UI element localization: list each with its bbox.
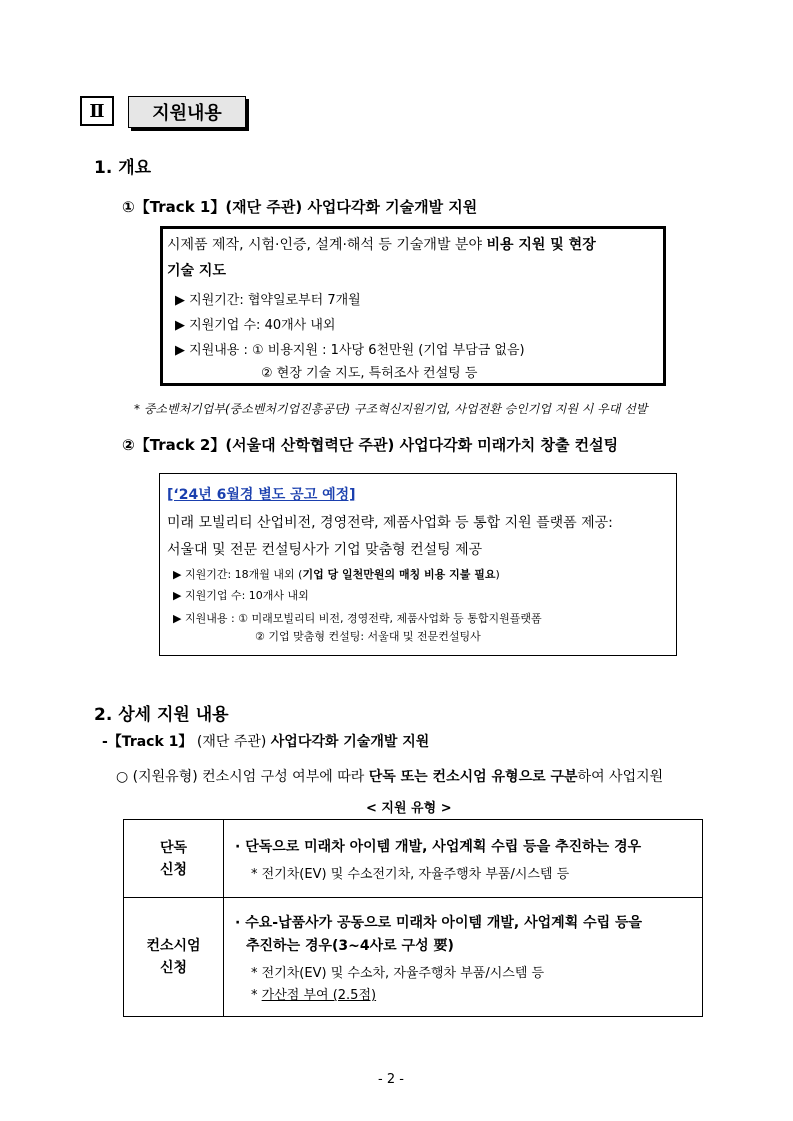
support-type-table [123,819,703,1017]
row-label-line-1: 단독 [159,839,188,856]
details-track-bold: 사업다각화 기술개발 지원 [270,734,430,750]
track2-title: ②【Track 2】(서울대 산학협력단 주관) 사업다각화 미래가치 창출 컨설팅 [122,436,619,454]
track1-bullet-period: ▶ 지원기간: 협약일로부터 7개월 [175,293,361,308]
track2-desc-1: 미래 모빌리티 산업비전, 경영전략, 제품사업화 등 통합 지원 플랫폼 제공: [167,515,613,531]
track1-bullet-count: ▶ 지원기업 수: 40개사 내외 [175,318,336,333]
table-caption: < 지원 유형 > [366,801,452,816]
page-number: - 2 - [378,1072,404,1087]
table-row-label [124,898,224,1017]
track1-footnote: * 중소벤처기업부(중소벤처기업진흥공단) 구조혁신지원기업, 사업전환 승인기업 지원 시 우대 선발 [134,402,648,416]
row-label-line-2: 신청 [159,861,188,878]
track1-desc [167,234,596,254]
details-circle-plain-2: 하여 사업지원 [577,769,664,785]
details-track-line [102,731,429,751]
row-note-bonus [251,984,376,1003]
row-main-text: · 단독으로 미래차 아이템 개발, 사업계획 수립 등을 추진하는 경우 [235,839,642,855]
table-row [124,820,703,898]
track1-desc-plain: 시제품 제작, 시험·인증, 설계·해석 등 기술개발 분야 [167,237,487,253]
track1-title: ①【Track 1】(재단 주관) 사업다각화 기술개발 지원 [122,198,478,216]
track2-bullet-period [173,566,500,582]
row-label-line-1: 컨소시엄 [146,938,201,954]
row-note: * 전기차(EV) 및 수소차, 자율주행차 부품/시스템 등 [251,966,545,981]
track2-desc-2: 서울대 및 전문 컨설팅사가 기업 맞춤형 컨설팅 제공 [167,542,483,558]
track2-bullet-period-end: ) [495,568,500,581]
section-number: Ⅱ [80,96,114,126]
track2-bullet-content: ▶ 지원내용 : ① 미래모빌리티 비전, 경영전략, 제품사업화 등 통합지원플랫폼 [173,612,542,625]
track2-notice: [‘24년 6월경 별도 공고 예정] [167,487,356,503]
details-heading: 2. 상세 지원 내용 [94,705,229,725]
track2-bullet-count: ▶ 지원기업 수: 10개사 내외 [173,589,309,602]
details-track-prefix: -【Track 1】 [102,734,193,750]
table-row-content [224,898,703,1017]
details-circle-plain-1: ○ (지원유형) 컨소시엄 구성 여부에 따라 [116,769,369,785]
row-label-line-2: 신청 [159,960,188,976]
track1-desc-bold: 비용 지원 및 현장 [486,237,596,253]
track2-bullet-period-plain: ▶ 지원기간: 18개월 내외 ( [173,568,303,581]
row-note-bonus-star: * [251,988,262,1003]
details-circle-bold: 단독 또는 컨소시엄 유형으로 구분 [368,769,578,785]
row-main-text-2: 추진하는 경우(3~4사로 구성 要) [246,938,454,954]
row-main-text: · 수요-납품사가 공동으로 미래차 아이템 개발, 사업계획 수립 등을 [235,915,643,931]
track2-bullet-content-2: ② 기업 맞춤형 컨설팅: 서울대 및 전문컨설팅사 [255,630,481,643]
details-track-mid: (재단 주관) [192,734,271,750]
track1-desc-bold2: 기술 지도 [167,263,226,279]
table-row-label [124,820,224,898]
track1-bullet-content: ▶ 지원내용 : ① 비용지원 : 1사당 6천만원 (기업 부담금 없음) [175,343,525,358]
table-row [124,898,703,1017]
table-row-content [224,820,703,898]
details-support-type-line [116,766,663,786]
row-note: * 전기차(EV) 및 수소전기차, 자율주행차 부품/시스템 등 [251,867,570,882]
row-note-bonus-text: 가산점 부여 (2.5점) [261,988,377,1003]
track1-bullet-content-2: ② 현장 기술 지도, 특허조사 컨설팅 등 [261,366,478,381]
section-title: 지원내용 [128,96,246,128]
track2-bullet-period-bold: 기업 당 일천만원의 매칭 비용 지불 필요 [302,568,496,581]
overview-heading: 1. 개요 [94,158,152,178]
